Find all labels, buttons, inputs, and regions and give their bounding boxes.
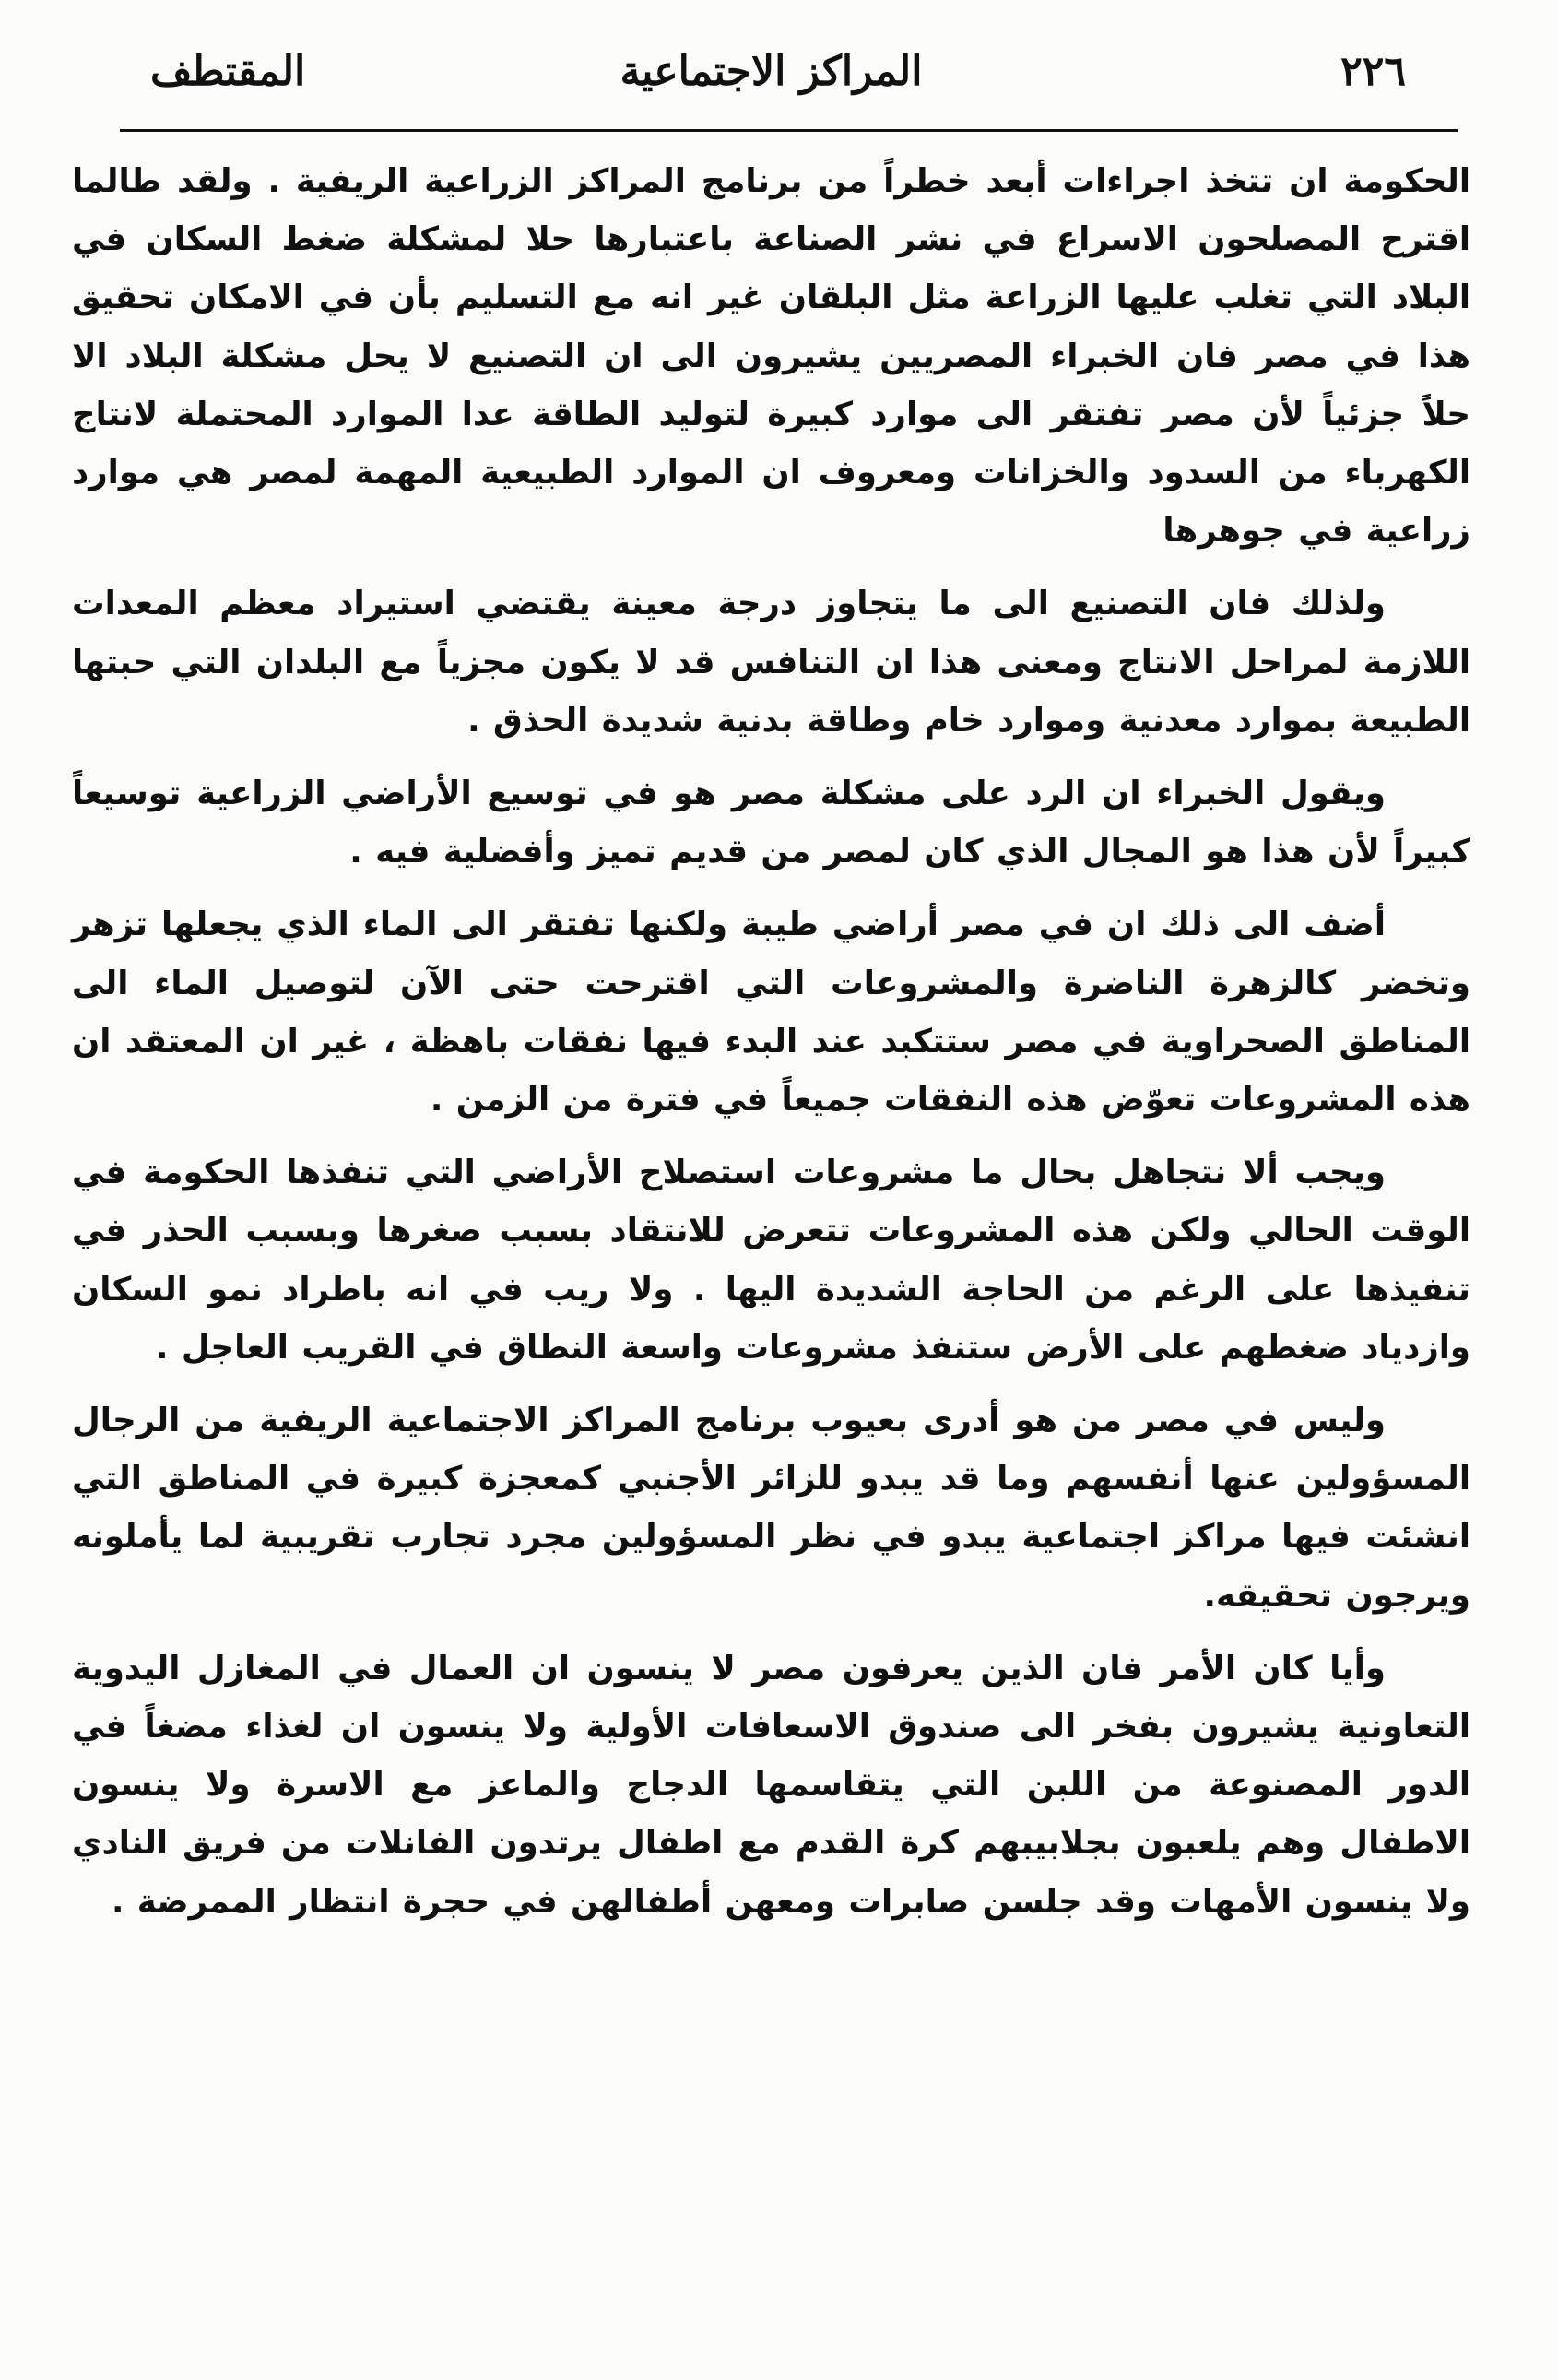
paragraph-2: ولذلك فان التصنيع الى ما يتجاوز درجة معينة يقتضي استيراد معظم المعدات اللازمة لمراحل الانتاج ومعنى هذا ان التنافس قد لا يكون مجزياً مع البلدان التي حبتها الطبيعة بموارد معدنية وموارد خام وطاقة بدنية شديدة الحذق . [72, 585, 1470, 740]
paragraph-4: أضف الى ذلك ان في مصر أراضي طيبة ولكنها تفتقر الى الماء الذي يجعلها تزهر وتخضر كالزهرة الناضرة والمشروعات التي اقترحت حتى الآن لتوصيل الماء الى المناطق الصحراوية في مصر ستتكبد عند البدء فيها نفقات باهظة ، غير ان المعتقد ان هذه المشروعات تعوّض هذه النفقات جميعاً في فترة من الزمن . [72, 906, 1470, 1119]
paragraph-3: ويقول الخبراء ان الرد على مشكلة مصر هو في توسيع الأراضي الزراعية توسيعاً كبيراً لأن هذا هو المجال الذي كان لمصر من قديم تميز وأفضلية فيه . [72, 775, 1470, 871]
running-title: المراكز الاجتماعية [620, 48, 923, 95]
journal-name: المقتطف [150, 48, 306, 95]
paragraph-6: وليس في مصر من هو أدرى بعيوب برنامج المراكز الاجتماعية الريفية من الرجال المسؤولين عنها أنفسهم وما قد يبدو للزائر الأجنبي كمعجزة كبيرة في المناطق التي انشئت فيها مراكز اجتماعية يبدو في نظر المسؤولين مجرد تجارب تقريبية لما يأملونه ويرجون تحقيقه. [72, 1402, 1470, 1615]
page-header [72, 37, 1470, 112]
paragraph-7: وأيا كان الأمر فان الذين يعرفون مصر لا ينسون ان العمال في المغازل اليدوية التعاونية يشيرون بفخر الى صندوق الاسعافات الأولية ولا ينسون ان لغذاء مضغاً في الدور المصنوعة من اللبن التي يتقاسمها الدجاج والماعز مع الاسرة ولا ينسون الاطفال وهم يلعبون بجلابيبهم كرة القدم مع اطفال يرتدون الفانلات من فريق النادي ولا ينسون الأمهات وقد جلسن صابرات ومعهن أطفالهن في حجرة انتظار الممرضة . [72, 1649, 1470, 1921]
page-number: ٢٢٦ [1340, 48, 1406, 95]
article-body [72, 152, 1470, 1931]
paragraph-1: الحكومة ان تتخذ اجراءات أبعد خطراً من برنامج المراكز الزراعية الريفية . ولقد طالما اقترح المصلحون الاسراع في نشر الصناعة باعتبارها حلا لمشكلة ضغط السكان في البلاد التي تغلب عليها الزراعة مثل البلقان غير انه مع التسليم بأن في الامكان تحقيق هذا في مصر فان الخبراء المصريين يشيرون الى ان التصنيع لا يحل مشكلة البلاد الا حلاً جزئياً لأن مصر تفتقر الى موارد كبيرة لتوليد الطاقة عدا الموارد المحتملة لانتاج الكهرباء من السدود والخزانات ومعروف ان الموارد الطبيعية المهمة لمصر هي موارد زراعية في جوهرها [72, 162, 1470, 551]
paragraph-5: ويجب ألا نتجاهل بحال ما مشروعات استصلاح الأراضي التي تنفذها الحكومة في الوقت الحالي ولكن هذه المشروعات تتعرض للانتقاد بسبب صغرها وبسبب الحذر في تنفيذها على الرغم من الحاجة الشديدة اليها . ولا ريب في انه باطراد نمو السكان وازدياد ضغطهم على الأرض ستنفذ مشروعات واسعة النطاق في القريب العاجل . [72, 1154, 1470, 1367]
header-rule [120, 129, 1458, 132]
